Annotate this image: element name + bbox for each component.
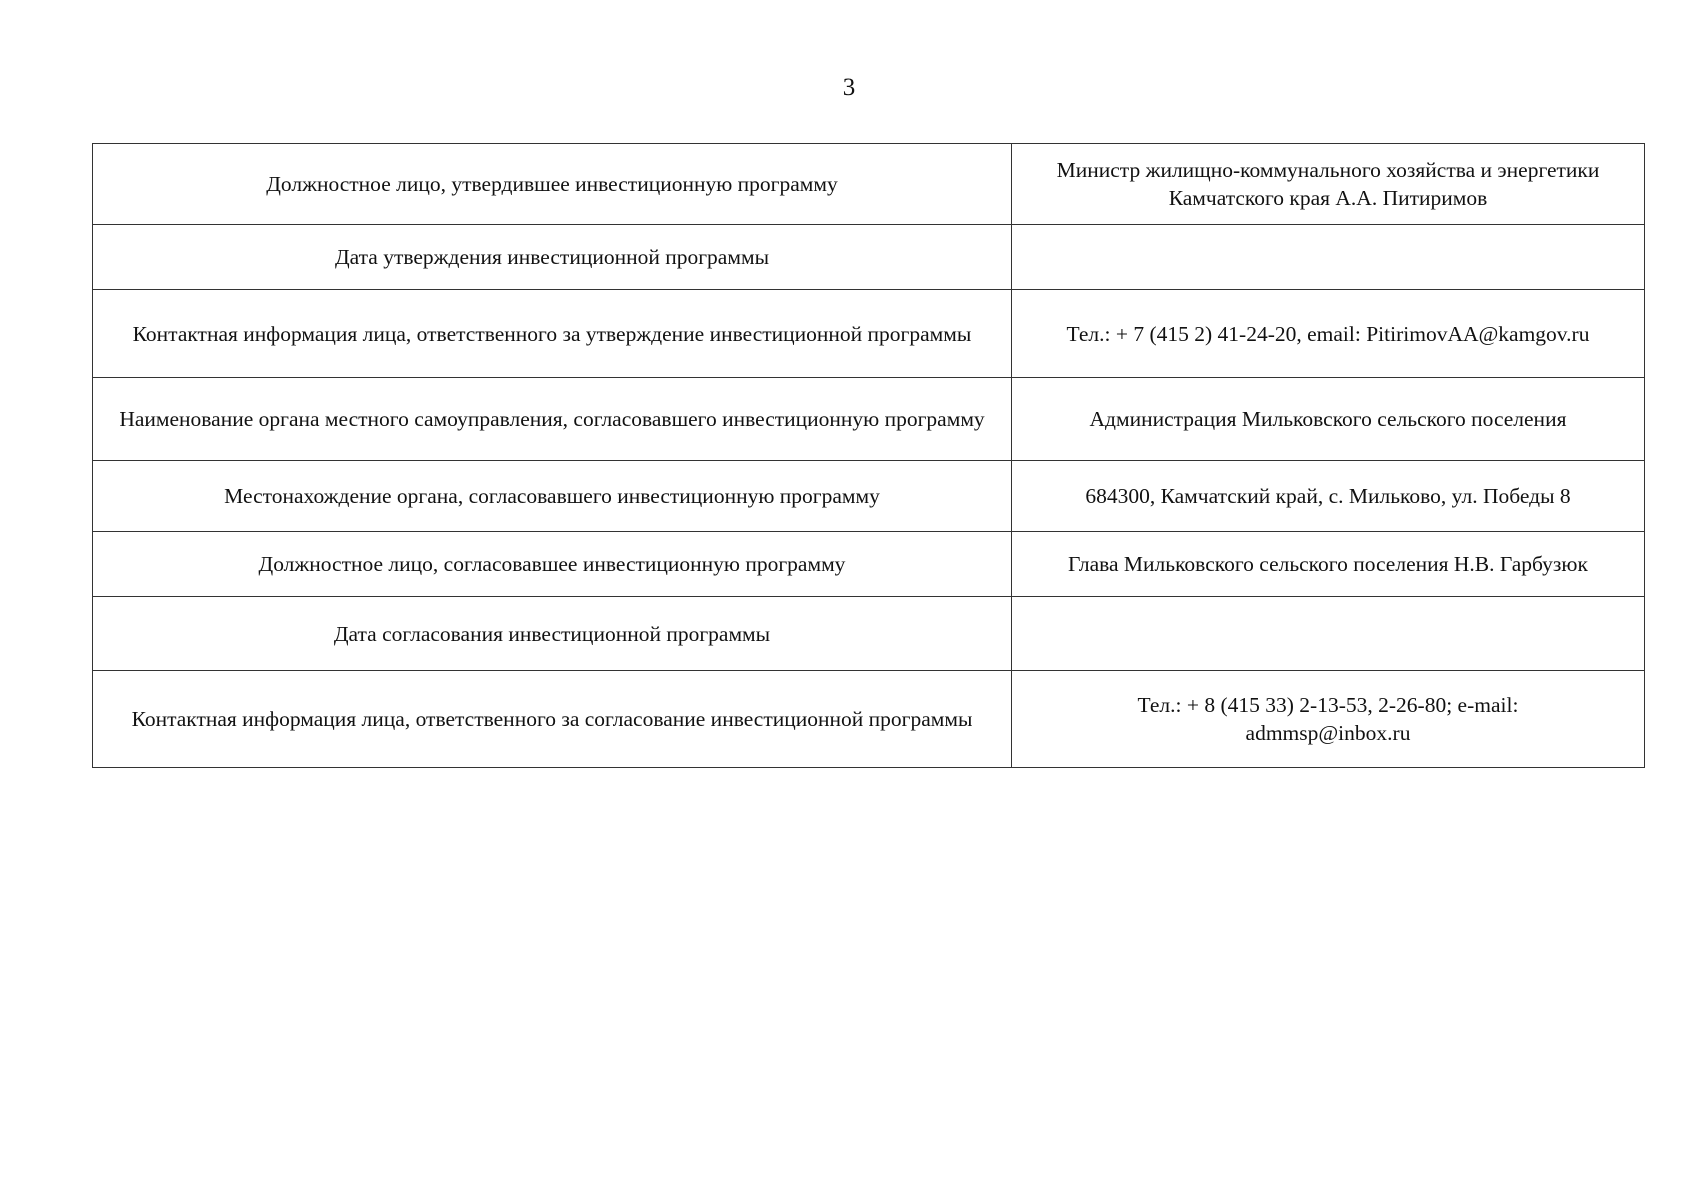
row-label: Контактная информация лица, ответственного за согласование инвестиционной программы — [93, 671, 1012, 768]
table-row — [93, 532, 1645, 597]
row-value: Глава Мильковского сельского поселения Н.В. Гарбузюк — [1012, 532, 1645, 597]
row-label: Должностное лицо, согласовавшее инвестиционную программу — [93, 532, 1012, 597]
row-value — [1012, 225, 1645, 290]
row-label: Местонахождение органа, согласовавшего инвестиционную программу — [93, 461, 1012, 532]
row-label: Должностное лицо, утвердившее инвестиционную программу — [93, 144, 1012, 225]
row-value: Министр жилищно-коммунального хозяйства и энергетики Камчатского края А.А. Питиримов — [1012, 144, 1645, 225]
table-row — [93, 378, 1645, 461]
table-row — [93, 461, 1645, 532]
table-row — [93, 671, 1645, 768]
row-value: 684300, Камчатский край, с. Мильково, ул. Победы 8 — [1012, 461, 1645, 532]
row-value — [1012, 597, 1645, 671]
table-row — [93, 144, 1645, 225]
row-value: Тел.: + 8 (415 33) 2-13-53, 2-26-80; e-mail: admmsp@inbox.ru — [1012, 671, 1645, 768]
row-label: Дата согласования инвестиционной программы — [93, 597, 1012, 671]
row-value: Тел.: + 7 (415 2) 41-24-20, email: PitirimovAA@kamgov.ru — [1012, 290, 1645, 378]
table-row — [93, 597, 1645, 671]
investment-program-info-table — [92, 143, 1645, 768]
row-value: Администрация Мильковского сельского поселения — [1012, 378, 1645, 461]
table-row — [93, 290, 1645, 378]
row-label: Дата утверждения инвестиционной программы — [93, 225, 1012, 290]
row-label: Контактная информация лица, ответственного за утверждение инвестиционной программы — [93, 290, 1012, 378]
row-label: Наименование органа местного самоуправления, согласовавшего инвестиционную программу — [93, 378, 1012, 461]
table-row — [93, 225, 1645, 290]
page-number: 3 — [842, 74, 856, 101]
